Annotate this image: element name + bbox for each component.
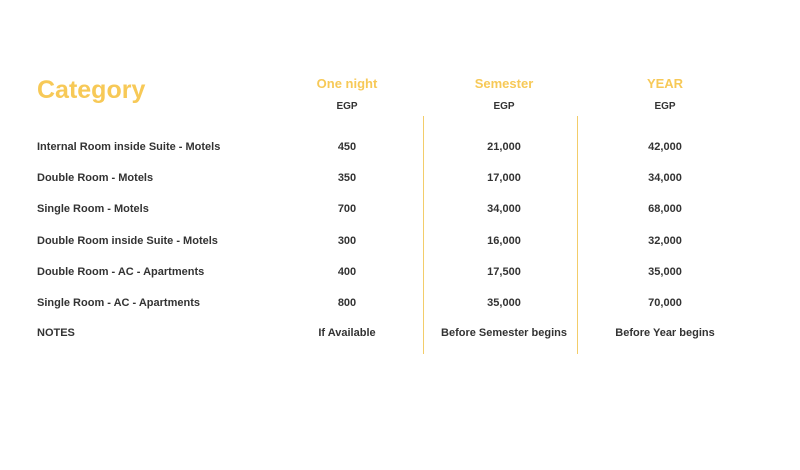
semester-note: Before Semester begins <box>441 327 567 339</box>
row-label: Double Room - AC - Apartments <box>37 266 205 278</box>
table-row <box>0 231 800 251</box>
year-value: 42,000 <box>648 141 682 153</box>
column-header-one-night <box>267 75 427 112</box>
one-night-value: 350 <box>337 172 357 184</box>
one-night-note: If Available <box>318 327 376 339</box>
table-row <box>0 137 800 157</box>
semester-value: 21,000 <box>487 141 521 153</box>
semester-value: 17,000 <box>487 172 521 184</box>
row-label: Single Room - Motels <box>37 203 149 215</box>
semester-value: 35,000 <box>487 297 521 309</box>
column-header-year <box>585 75 745 112</box>
row-label: Internal Room inside Suite - Motels <box>37 141 221 153</box>
one-night-value: 400 <box>337 266 357 278</box>
table-row <box>0 262 800 282</box>
row-label: Double Room inside Suite - Motels <box>37 235 218 247</box>
column-title: One night <box>316 76 378 91</box>
one-night-value: 450 <box>337 141 357 153</box>
year-value: 70,000 <box>648 297 682 309</box>
row-label: Single Room - AC - Apartments <box>37 297 200 309</box>
row-label: NOTES <box>37 327 75 339</box>
year-value: 68,000 <box>648 203 682 215</box>
table-row <box>0 293 800 313</box>
semester-value: 17,500 <box>487 266 521 278</box>
semester-value: 34,000 <box>487 203 521 215</box>
one-night-value: 300 <box>337 235 357 247</box>
column-currency: EGP <box>336 101 358 112</box>
row-label: Double Room - Motels <box>37 172 154 184</box>
table-row <box>0 199 800 219</box>
column-title: YEAR <box>646 76 684 91</box>
column-currency: EGP <box>493 101 515 112</box>
column-header-semester <box>424 75 584 112</box>
notes-row <box>0 323 800 343</box>
year-value: 32,000 <box>648 235 682 247</box>
year-value: 35,000 <box>648 266 682 278</box>
column-currency: EGP <box>654 101 676 112</box>
column-title: Semester <box>474 76 534 91</box>
page-title: Category <box>37 76 146 104</box>
year-value: 34,000 <box>648 172 682 184</box>
semester-value: 16,000 <box>487 235 521 247</box>
year-note: Before Year begins <box>615 327 715 339</box>
one-night-value: 700 <box>337 203 357 215</box>
one-night-value: 800 <box>337 297 357 309</box>
table-row <box>0 168 800 188</box>
